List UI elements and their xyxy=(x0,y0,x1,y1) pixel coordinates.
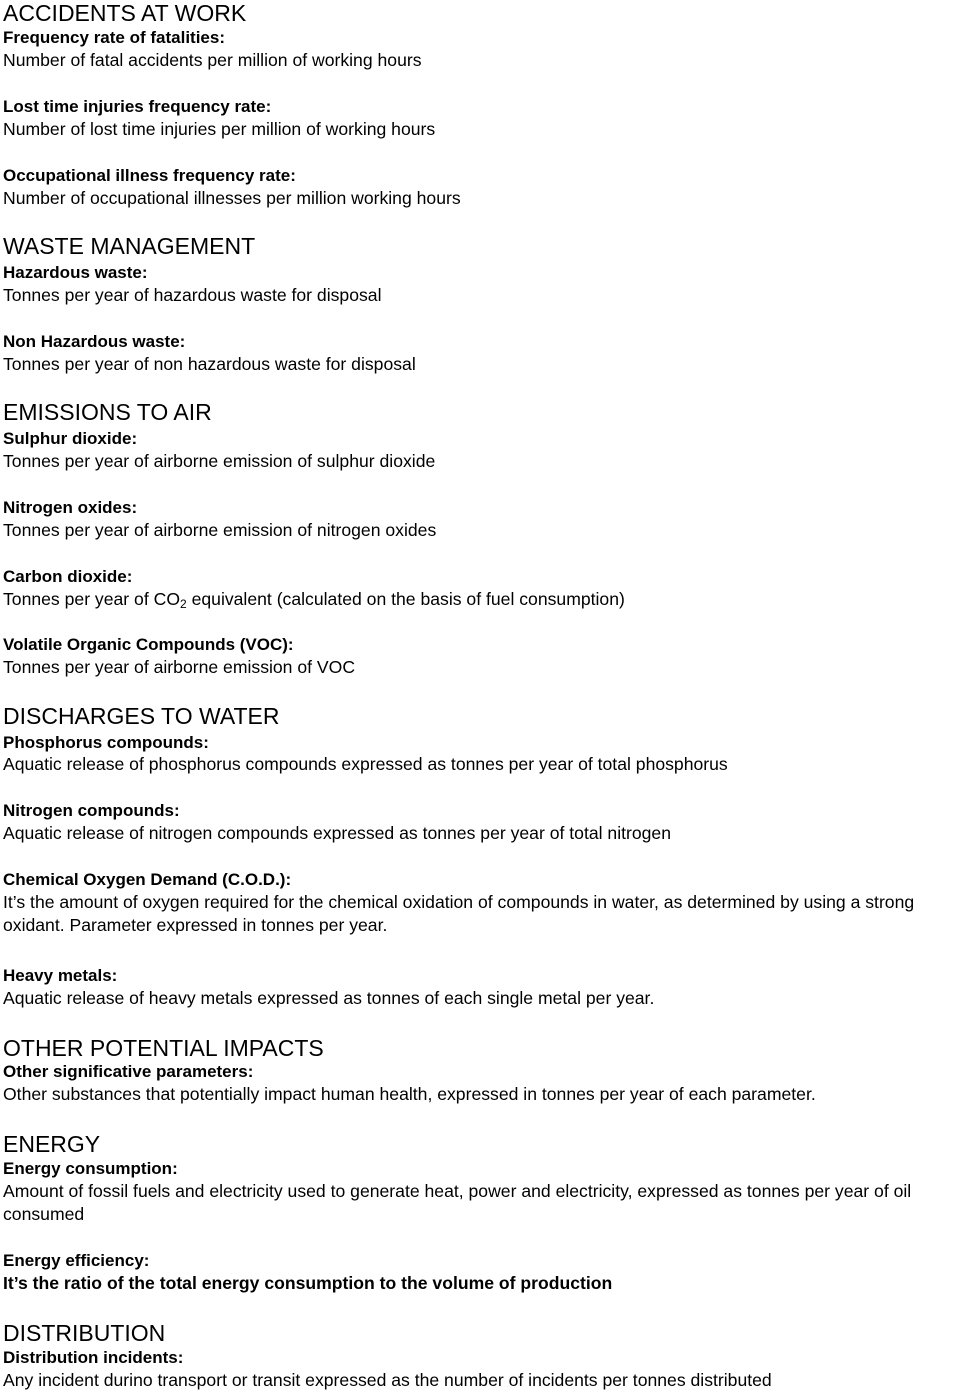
term-heavy-metals: Heavy metals: xyxy=(3,966,118,985)
desc-energy-consumption: Amount of fossil fuels and electricity used to generate heat, power and electricity, expressed as tonnes per year of oil consumed xyxy=(3,1181,912,1224)
desc-lost-time-injuries: Number of lost time injuries per million of working hours xyxy=(3,119,436,139)
term-lost-time-injuries: Lost time injuries frequency rate: xyxy=(3,97,272,116)
section-heading-water: DISCHARGES TO WATER xyxy=(3,703,280,729)
section-heading-other-impacts: OTHER POTENTIAL IMPACTS xyxy=(3,1035,324,1061)
section-heading-distribution: DISTRIBUTION xyxy=(3,1320,166,1346)
term-other-parameters: Other significative parameters: xyxy=(3,1062,254,1081)
term-nitrogen-compounds: Nitrogen compounds: xyxy=(3,801,180,820)
term-fatalities: Frequency rate of fatalities: xyxy=(3,28,226,47)
term-nitrogen-oxides: Nitrogen oxides: xyxy=(3,498,138,517)
term-energy-efficiency: Energy efficiency: xyxy=(3,1251,150,1270)
term-non-hazardous-waste: Non Hazardous waste: xyxy=(3,332,186,351)
term-voc: Volatile Organic Compounds (VOC): xyxy=(3,635,294,654)
term-cod: Chemical Oxygen Demand (C.O.D.): xyxy=(3,870,292,889)
desc-other-parameters: Other substances that potentially impact human health, expressed in tonnes per year of each parameter. xyxy=(3,1084,816,1104)
desc-nitrogen-compounds: Aquatic release of nitrogen compounds expressed as tonnes per year of total nitrogen xyxy=(3,823,671,843)
desc-distribution-incidents: Any incident durino transport or transit expressed as the number of incidents per tonnes distributed xyxy=(3,1370,772,1390)
section-heading-emissions-air: EMISSIONS TO AIR xyxy=(3,399,212,425)
desc-phosphorus: Aquatic release of phosphorus compounds expressed as tonnes per year of total phosphorus xyxy=(3,754,728,774)
term-hazardous-waste: Hazardous waste: xyxy=(3,263,148,282)
desc-cod: It’s the amount of oxygen required for the chemical oxidation of compounds in water, as determined by using a strong oxidant. Parameter expressed in tonnes per year. xyxy=(3,892,915,935)
co2-subscript: 2 xyxy=(180,597,187,611)
desc-heavy-metals: Aquatic release of heavy metals expressed as tonnes of each single metal per year. xyxy=(3,988,655,1008)
co2-desc-prefix: Tonnes per year of CO xyxy=(3,589,181,609)
term-phosphorus: Phosphorus compounds: xyxy=(3,733,209,752)
desc-voc: Tonnes per year of airborne emission of VOC xyxy=(3,657,356,677)
desc-nitrogen-oxides: Tonnes per year of airborne emission of nitrogen oxides xyxy=(3,520,437,540)
desc-fatalities: Number of fatal accidents per million of working hours xyxy=(3,50,422,70)
term-occupational-illness: Occupational illness frequency rate: xyxy=(3,166,296,185)
desc-occupational-illness: Number of occupational illnesses per million working hours xyxy=(3,188,461,208)
section-heading-energy: ENERGY xyxy=(3,1131,101,1157)
term-distribution-incidents: Distribution incidents: xyxy=(3,1348,184,1367)
desc-energy-efficiency: It’s the ratio of the total energy consumption to the volume of production xyxy=(3,1273,613,1293)
desc-non-hazardous-waste: Tonnes per year of non hazardous waste for disposal xyxy=(3,354,416,374)
section-heading-accidents: ACCIDENTS AT WORK xyxy=(3,0,247,26)
section-heading-waste: WASTE MANAGEMENT xyxy=(3,233,256,259)
co2-desc-suffix: equivalent (calculated on the basis of fuel consumption) xyxy=(186,589,625,609)
desc-sulphur-dioxide: Tonnes per year of airborne emission of sulphur dioxide xyxy=(3,451,436,471)
term-sulphur-dioxide: Sulphur dioxide: xyxy=(3,429,138,448)
term-energy-consumption: Energy consumption: xyxy=(3,1159,178,1178)
desc-carbon-dioxide xyxy=(3,588,625,611)
term-carbon-dioxide: Carbon dioxide: xyxy=(3,567,133,586)
desc-hazardous-waste: Tonnes per year of hazardous waste for disposal xyxy=(3,285,382,305)
